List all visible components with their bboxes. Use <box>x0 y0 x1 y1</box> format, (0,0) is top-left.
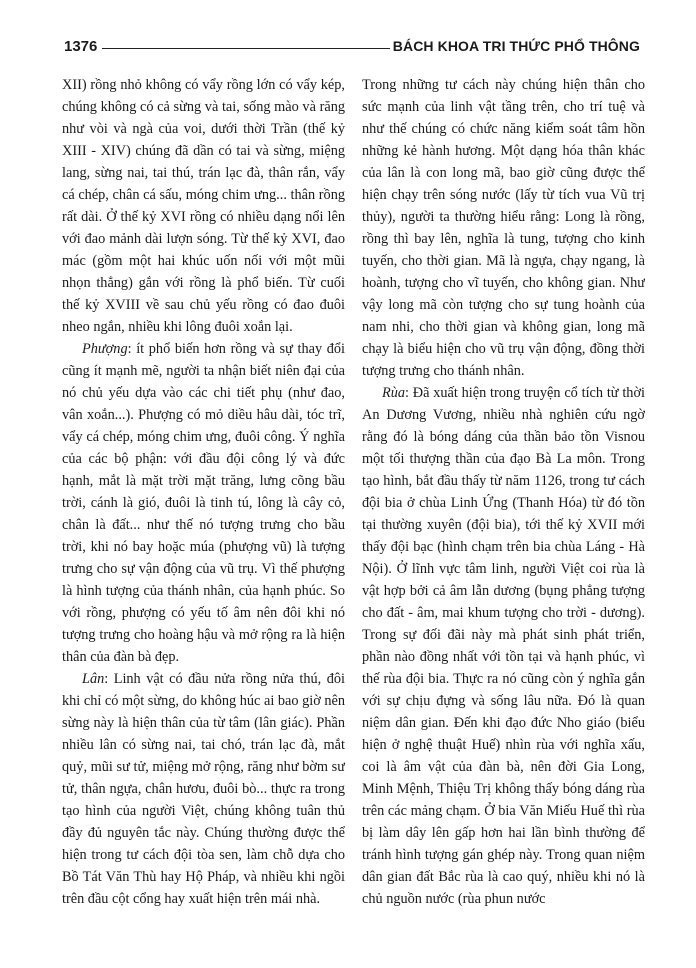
page-number: 1376 <box>64 38 98 55</box>
paragraph-text: : Linh vật có đầu nửa rồng nửa thú, đôi khi chỉ có một sừng, do không húc ai bao giờ nên sừng này là hiện thân của từ tâm (lân giác). Phần nhiều lân có sừng nai, tai chó, trán lạc đà, mắt quỷ, mũi sư tử, miệng mở rộng, răng như bờm sư tử, thân ngựa, chân hươu, đuôi bò... thực ra trong tạo hình của người Việt, chúng không tuân thủ đầy đủ nguyên tắc này. Chúng thường được thể hiện trong tư cách đội tòa sen, làm chỗ dựa cho Bồ Tát Văn Thù hay Hộ Pháp, và nhiều khi ngồi trên đầu cột cổng hay xuất hiện trên mái nhà. <box>62 671 345 907</box>
right-column <box>362 74 645 954</box>
running-title: BÁCH KHOA TRI THỨC PHỔ THÔNG <box>392 38 640 54</box>
paragraph-text: Trong những tư cách này chúng hiện thân cho sức mạnh của linh vật tầng trên, cho trí tuệ và như thế chúng có chức năng kiểm soát tâm hồn những kẻ hành hương. Một dạng hóa thân khác của lân là con long mã, bao giờ cũng được thể hiện chạy trên sóng nước (lấy từ tích vua Vũ trị thủy), người ta thường hiểu rằng: Long là rồng, rồng thì bay lên, nghĩa là tung, tượng cho kinh tuyến, cho thời gian. Mã là ngựa, chạy ngang, là hoành, tượng cho vĩ tuyến, cho không gian. Như vậy long mã còn tượng cho sự tung hoành của nam nhi, cho thời gian và không gian, long mã chạy là biểu hiện cho vũ trụ vận động, đồng thời tượng trưng cho thánh nhân. <box>362 77 645 379</box>
page-header <box>64 36 640 60</box>
paragraph-text: XII) rồng nhỏ không có vẩy rồng lớn có vẩy kép, chúng không có cả sừng và tai, sống mào và răng như vòi và ngà của voi, dưới thời Trần (thế kỷ XIII - XIV) chúng đã dần có tai và sừng, miệng lang, sừng nai, tai thú, trán lạc đà, thân rắn, vẩy cá chép, chân cá sấu, móng chim ưng... thân rồng rất dài. Ở thế kỷ XVI rồng có nhiều dạng nổi lên với đao mảnh dài lượn sóng. Từ thế kỷ XVI, đao mác (gồm một hai khúc uốn nối với một mũi nhọn thẳng) gắn với rồng là phổ biến. Từ cuối thế kỷ XVIII về sau chủ yếu rồng có đao đuôi nheo ngắn, nhiều khi lông đuôi xoắn lại. <box>62 77 345 335</box>
paragraph-rua <box>362 382 645 910</box>
paragraph <box>362 74 645 382</box>
paragraph <box>62 74 345 338</box>
run-in-term: Rùa <box>382 385 406 401</box>
paragraph-lan <box>62 668 345 910</box>
header-rule <box>102 48 390 49</box>
run-in-term: Phượng <box>82 341 128 357</box>
left-column <box>62 74 345 954</box>
paragraph-text: : Đã xuất hiện trong truyện cổ tích từ thời An Dương Vương, nhiều nhà nghiên cứu ngờ rằng đó là bóng dáng của thần bảo tồn Visnou một tối thượng thần của đạo Bà La môn. Trong tạo hình, bắt đầu thấy từ năm 1126, trong tư cách đội bia ở chùa Linh Ứng (Thanh Hóa) từ đó tồn tại thường xuyên (đội bia), tới thế kỷ XVII mới thấy đội bạc (hình chạm trên bia chùa Láng - Hà Nội). Ở lĩnh vực tâm linh, người Việt coi rùa là vật hợp bởi cả âm lẫn dương (bụng phẳng tượng cho đất - âm, mai khum tượng cho trời - dương). Trong sự đối đãi này mà phát sinh phát triển, phần nào đồng nhất với tồn tại và hạnh phúc, vì thế rùa đội bia. Thực ra nó cũng còn ý nghĩa gắn với sự chịu đựng và sống lâu nữa. Đó là quan niệm dân gian. Đến khi đạo đức Nho giáo (biểu hiện ở nghệ thuật Huế) nhìn rùa với nghĩa xấu, coi là âm vật của đàn bà, nên đời Gia Long, Minh Mệnh, Thiệu Trị không thấy bóng dáng rùa trên các mảng chạm. Ở bia Văn Miếu Huế thì rùa bị làm dây lên gấp hơn hai lần bình thường để tránh hình tượng gán ghép này. Trong quan niệm dân gian đất Bắc rùa là cao quý, nhiều khi nó là chủ nguồn nước (rùa phun nước <box>362 385 645 907</box>
run-in-term: Lân <box>82 671 105 687</box>
paragraph-phuong <box>62 338 345 668</box>
paragraph-text: : ít phổ biến hơn rồng và sự thay đổi cũng ít mạnh mẽ, người ta nhận biết niên đại của nó chủ yếu dựa vào các chi tiết phụ (như đao, vân xoắn...). Phượng có mỏ diều hâu dài, tóc trĩ, vẩy cá chép, móng chim ưng, đuôi công. Ý nghĩa của các bộ phận: với đầu đội công lý và đức hạnh, mắt là mặt trời mặt trăng, lưng cõng bầu trời, cánh là gió, đuôi là tinh tú, lông là cây cỏ, chân là đất... như thế nó tượng trưng cho bầu trời, khi nó bay hoặc múa (phượng vũ) là tượng trưng cho sự vận động của vũ trụ. Vì thế phượng là hình tượng của thánh nhân, của hạnh phúc. So với rồng, phượng có yếu tố âm nên đôi khi nó tượng trưng cho hoàng hậu và mở rộng ra là hiện thân của đàn bà đẹp. <box>62 341 345 665</box>
